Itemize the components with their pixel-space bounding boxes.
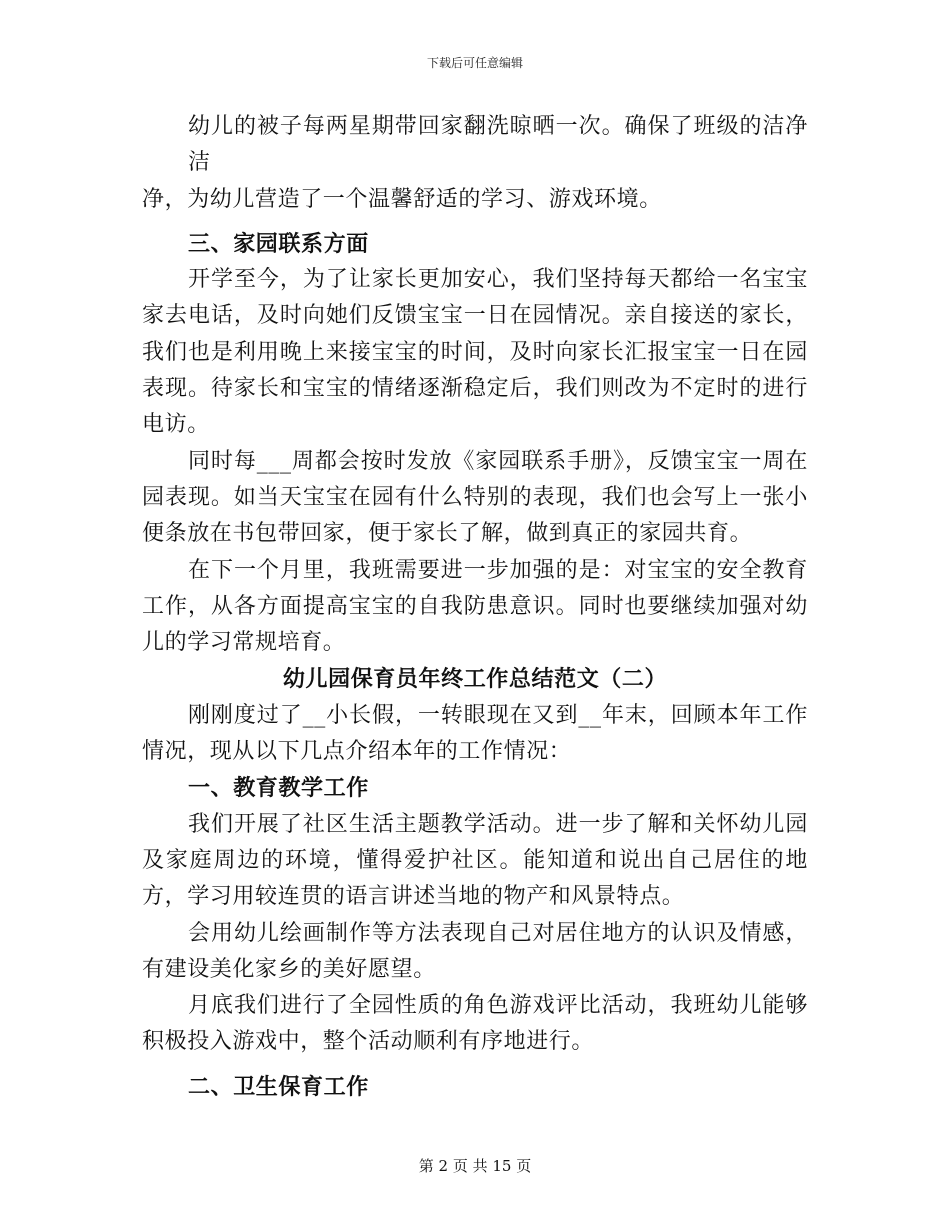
paragraph-drawing: 会用幼儿绘画制作等方法表现自己对居住地方的认识及情感，有建设美化家乡的美好愿望。 <box>142 920 808 982</box>
paragraph-next-month: 在下一个月里，我班需要进一步加强的是：对宝宝的安全教育工作，从各方面提高宝宝的自我防患意识。同时也要继续加强对幼儿的学习常规培育。 <box>142 557 808 656</box>
document-title-part-two: 幼儿园保育员年终工作总结范文（二） <box>282 666 668 693</box>
page-header-note: 下载后可任意编辑 <box>426 56 523 70</box>
paragraph-role-play: 月底我们进行了全园性质的角色游戏评比活动，我班幼儿能够积极投入游戏中，整个活动顺利有序地进行。 <box>142 993 808 1055</box>
paragraph-contact-handbook: 同时每___周都会按时发放《家园联系手册》，反馈宝宝一周在园表现。如当天宝宝在园有什么特别的表现，我们也会写上一张小便条放在书包带回家，便于家长了解，做到真正的家园共育。 <box>142 448 808 547</box>
document-body <box>142 109 808 1105</box>
section-heading-home-school: 三、家园联系方面 <box>188 230 369 257</box>
paragraph-year-review: 刚刚度过了__小长假，一转眼现在又到__年末，回顾本年工作情况，现从以下几点介绍本年的工作情况： <box>142 702 808 765</box>
paragraph-quilt-line1: 幼儿的被子每两星期带回家翻洗晾晒一次。确保了班级的洁净洁 <box>188 114 808 176</box>
paragraph-quilt-line2: 净，为幼儿营造了一个温馨舒适的学习、游戏环境。 <box>142 186 662 212</box>
page-number: 第 2 页 共 15 页 <box>418 1157 532 1175</box>
paragraph-community-theme: 我们开展了社区生活主题教学活动。进一步了解和关怀幼儿园及家庭周边的环境，懂得爱护社区。能知道和说出自己居住的地方，学习用较连贯的语言讲述当地的物产和风景特点。 <box>142 811 808 910</box>
section-heading-hygiene: 二、卫生保育工作 <box>188 1073 369 1100</box>
paragraph-phone-contact: 开学至今，为了让家长更加安心，我们坚持每天都给一名宝宝家去电话，及时向她们反馈宝宝一日在园情况。亲自接送的家长，我们也是利用晚上来接宝宝的时间，及时向家长汇报宝宝一日在园表现。待家长和宝宝的情绪逐渐稳定后，我们则改为不定时的进行电访。 <box>142 267 808 438</box>
section-heading-teaching: 一、教育教学工作 <box>188 775 369 802</box>
